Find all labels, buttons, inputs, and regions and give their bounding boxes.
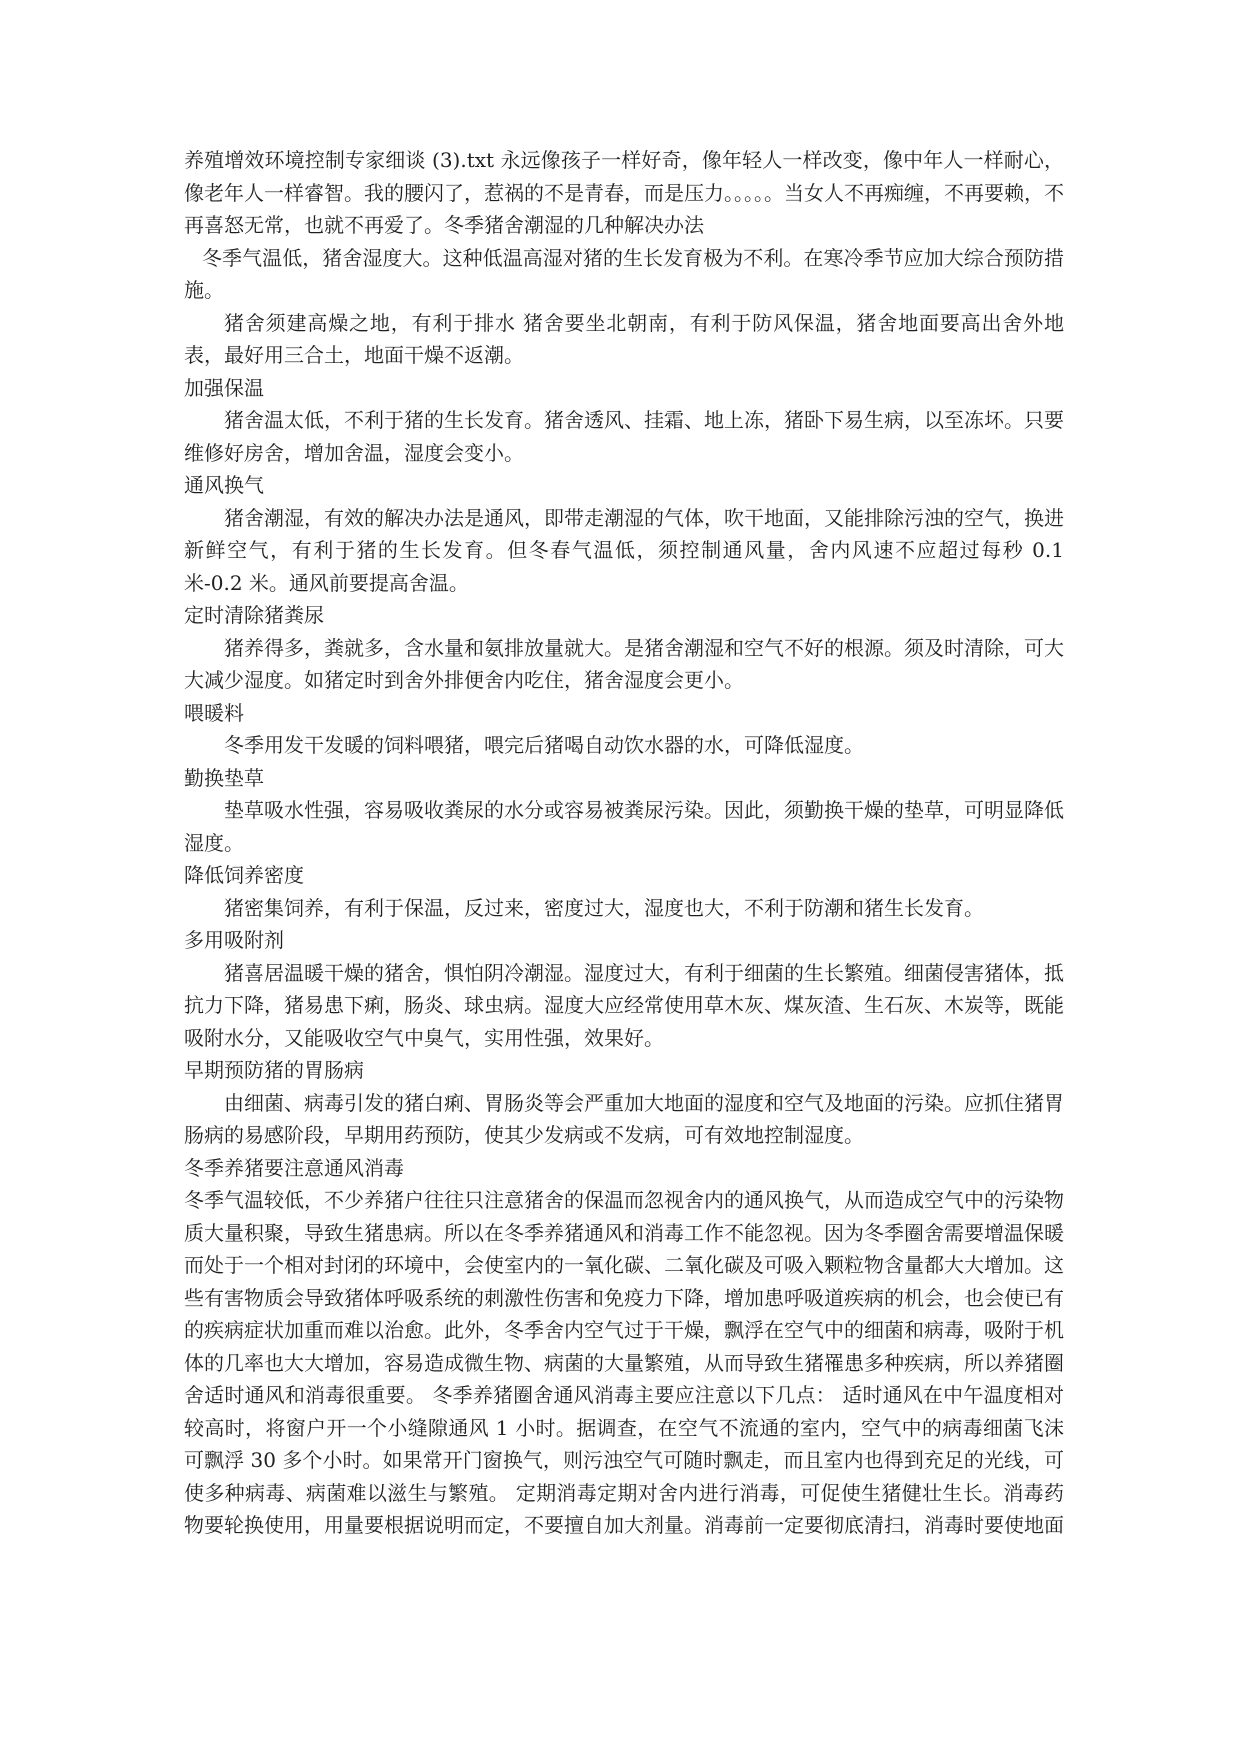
winter-paragraph: 冬季气温较低，不少养猪户往往只注意猪舍的保温而忽视舍内的通风换气，从而造成空气中的污染物质大量积聚，导致生猪患病。所以在冬季养猪通风和消毒工作不能忽视。因为冬季圈舍需要增温保暖而处于一个相对封闭的环境中，会使室内的一氧化碳、二氧化碳及可吸入颗粒物含量都大大增加。这些有害物质会导致猪体呼吸系统的刺激性伤害和免疫力下降，增加患呼吸道疾病的机会，也会使已有的疾病症状加重而难以治愈。此外，冬季舍内空气过于干燥，飘浮在空气中的细菌和病毒，吸附于机体的几率也大大增加，容易造成微生物、病菌的大量繁殖，从而导致生猪罹患多种疾病，所以养猪圈舍适时通风和消毒很重要。 冬季养猪圈舍通风消毒主要应注意以下几点： 适时通风在中午温度相对较高时，将窗户开一个小缝隙通风 1 小时。据调查，在空气不流通的室内，空气中的病毒细菌飞沫可飘浮 30 多个小时。如果常开门窗换气，则污浊空气可随时飘走，而且室内也得到充足的光线，可使多种病毒、病菌难以滋生与繁殖。 定期消毒定期对舍内进行消毒，可促使生猪健壮生长。消毒药物要轮换使用，用量要根据说明而定，不要擅自加大剂量。消毒前一定要彻底清扫，消毒时要使地面 bbox=[184, 1188, 1064, 1537]
absorbent-paragraph: 猪喜居温暖干燥的猪舍，惧怕阴冷潮湿。湿度过大，有利于细菌的生长繁殖。细菌侵害猪体，抵抗力下降，猪易患下痢，肠炎、球虫病。湿度大应经常使用草木灰、煤灰渣、生石灰、木炭等，既能吸附水分，又能吸收空气中臭气，实用性强，效果好。 bbox=[184, 960, 1064, 1050]
intro-paragraph: 养殖增效环境控制专家细谈 (3).txt 永远像孩子一样好奇，像年轻人一样改变，像中年人一样耐心，像老年人一样睿智。我的腰闪了，惹祸的不是青春，而是压力。。。。。当女人不再痴缠，不再要赖，不再喜怒无常，也就不再爱了。冬季猪舍潮湿的几种解决办法 bbox=[184, 148, 1064, 237]
heading-density: 降低饲养密度 bbox=[184, 863, 304, 887]
heading-warm: 加强保温 bbox=[184, 375, 264, 400]
heading-straw: 勤换垫草 bbox=[184, 765, 264, 790]
ventilation-paragraph: 猪舍潮湿，有效的解决办法是通风，即带走潮湿的气体，吹干地面，又能排除污浊的空气，换进新鲜空气，有利于猪的生长发育。但冬春气温低，须控制通风量，舍内风速不应超过每秒 0.1 米-0.2 米。通风前要提高舍温。 bbox=[184, 505, 1064, 595]
heading-gastro: 早期预防猪的胃肠病 bbox=[184, 1058, 364, 1082]
feed-paragraph: 冬季用发干发暖的饲料喂猪，喂完后猪喝自动饮水器的水，可降低湿度。 bbox=[224, 733, 864, 757]
clean-paragraph: 猪养得多，粪就多，含水量和氨排放量就大。是猪舍潮湿和空气不好的根源。须及时清除，可大大减少湿度。如猪定时到舍外排便舍内吃住，猪舍湿度会更小。 bbox=[184, 635, 1064, 692]
density-paragraph: 猪密集饲养，有利于保温，反过来，密度过大，湿度也大，不利于防潮和猪生长发育。 bbox=[224, 895, 984, 920]
document-page bbox=[184, 144, 1064, 1542]
straw-paragraph: 垫草吸水性强，容易吸收粪尿的水分或容易被粪尿污染。因此，须勤换干燥的垫草，可明显降低湿度。 bbox=[184, 798, 1064, 855]
heading-absorbent: 多用吸附剂 bbox=[184, 928, 284, 952]
heading-winter: 冬季养猪要注意通风消毒 bbox=[184, 1155, 404, 1180]
intro-paragraph-2: 冬季气温低，猪舍湿度大。这种低温高湿对猪的生长发育极为不利。在寒冷季节应加大综合预防措施。 bbox=[184, 245, 1064, 302]
gastro-paragraph: 由细菌、病毒引发的猪白痢、胃肠炎等会严重加大地面的湿度和空气及地面的污染。应抓住猪胃肠病的易感阶段，早期用药预防，使其少发病或不发病，可有效地控制湿度。 bbox=[184, 1090, 1064, 1147]
heading-ventilation: 通风换气 bbox=[184, 473, 264, 497]
heading-feed: 喂暖料 bbox=[184, 700, 244, 725]
heading-clean: 定时清除猪粪尿 bbox=[184, 603, 324, 627]
site-paragraph: 猪舍须建高燥之地，有利于排水 猪舍要坐北朝南，有利于防风保温，猪舍地面要高出舍外地表，最好用三合土，地面干燥不返潮。 bbox=[184, 310, 1064, 367]
warm-paragraph: 猪舍温太低，不利于猪的生长发育。猪舍透风、挂霜、地上冻，猪卧下易生病，以至冻坏。只要维修好房舍，增加舍温，湿度会变小。 bbox=[184, 408, 1064, 465]
